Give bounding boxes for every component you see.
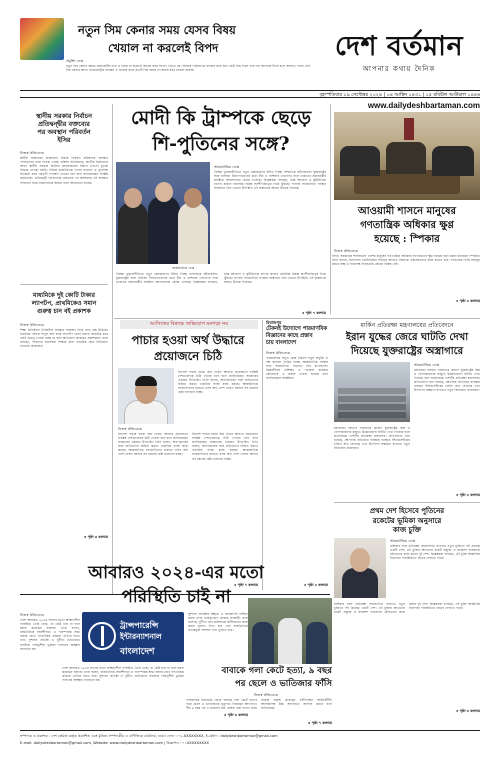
main-story bbox=[114, 104, 328, 319]
footer-line-2: E-mail: dailydeshbartaman@gmail.com, Website: www.dailydeshbartaman.com | বিজ্ঞাপন : ০১XXXXXXXXX bbox=[20, 741, 209, 745]
iran-more-link[interactable]: ৪ পৃষ্ঠা ৫ কলামে bbox=[456, 493, 480, 497]
main-headline-1[interactable]: মোদী কি ট্রাম্পকে ছেড়ে bbox=[130, 107, 312, 129]
teaser-sim-icon bbox=[20, 18, 64, 60]
verdict-more-link[interactable]: ৪ পৃষ্ঠা ৭ কলামে bbox=[308, 721, 332, 725]
iran-story bbox=[334, 320, 480, 500]
leader-left-figure bbox=[118, 202, 148, 264]
money-kicker-box bbox=[120, 320, 258, 329]
meeting-people-center bbox=[386, 142, 426, 174]
laptop-more-link[interactable]: ৪ পৃষ্ঠা ৩ কলামে bbox=[84, 535, 108, 539]
ti-side-body: সুশাসন প্রতিষ্ঠায় স্বচ্ছতা ও জবাবদিহি নিশ্চিত করার ওপর গুরুত্বারোপ করেছে সংস্থাটি। তারা বলেছে, দুর্নীতি দমন কমিশনকে স্বাধীনভাবে কাজ করার সুযোগ দিতে হবে এবং রাজনৈতিক প্রভাবমুক্ত প্রশাসন গড়ে তুলতে হবে। bbox=[188, 612, 248, 633]
advisor-photo[interactable] bbox=[118, 368, 174, 424]
website[interactable]: www.dailydeshbartaman.com bbox=[367, 101, 480, 110]
speaker-body: বিগত সরকারের শাসনামলে দেশের মানুষের গণতান্ত্রিক অধিকার ব্যাপকভাবে ক্ষুণ্ণ হয়েছে বলে মন্তব্য করেছেন স্পিকার। তিনি বলেন, জনগণের ভোটাধিকার ফিরিয়ে আনতে সকলকে ঐক্যবদ্ধভাবে কাজ করতে হবে। গণতন্ত্রের ভিত্তি মজবুত করতে স্বচ্ছ ও নিরপেক্ষ নির্বাচনের কোনো বিকল্প নেই। bbox=[332, 254, 480, 267]
main-photo-caption: আন্তর্জাতিক ডেস্ক bbox=[172, 266, 195, 270]
nuclear-kicker: রিয়াজপুর bbox=[266, 320, 282, 325]
putin-headline[interactable]: প্রথম দেশ হিসেবে পুতিনের রকেটের ভূমিকা অনুসারে কাজ চুক্তি bbox=[369, 506, 445, 534]
left-column-story bbox=[20, 112, 108, 282]
leaders-photo[interactable] bbox=[116, 162, 210, 264]
laptop-headline[interactable]: মাধ্যমিকে দুই কোটি টাকার ল্যাপটপ, প্রাথমিকেও সমান গুরুত্ব চান বই প্রকাশক bbox=[31, 292, 97, 315]
main-body-bottom: বৈশ্বিক ভূরাজনীতিতে নতুন মেরুকরণের ইঙ্গিত দিচ্ছে সাম্প্রতিক ঘটনাপ্রবাহ। যুক্তরাষ্ট্রের সঙ্গে বাণিজ্য টানাপোড়েনের মধ্যে চীন ও রাশিয়ার নেতাদের সঙ্গে ভারতের প্রধানমন্ত্রীর ঘনিষ্ঠতা আলোচনার কেন্দ্রে এসেছে। বিশ্লেষকরা বলছেন, শুল্ক আরোপ ও কূটনৈতিক চাপের কারণে নয়াদিল্লি বিকল্প অংশীদারিত্বের দিকে ঝুঁকছে। সাংহাই সহযোগিতা সংস্থার সম্মেলনে তিন নেতার উপস্থিতি এই জল্পনাকে আরও উসকে দিয়েছে। bbox=[116, 272, 326, 285]
meeting-photo[interactable] bbox=[334, 112, 480, 200]
speaker-headline-3[interactable]: হয়েছে : স্পিকার bbox=[374, 234, 440, 245]
teaser-body: নতুন সিম কেনার ক্ষেত্রে প্রয়োজনীয় তথ্য ও নিয়ম না জানলে অনেক সময় বিপদে পড়তে হয়। নিজের পরিচয়পত্র ব্যবহার করে অন্য কেউ সিম নিলে তার দায় আপনার উপর চলে আসতে পারে। তাই সিম কেনার আগে বায়োমেট্রিক নিবন্ধন ও নিজের নামে কতটি সিম আছে তা যাচাই করে নেওয়া জরুরি। bbox=[66, 64, 310, 73]
left-col-headline[interactable]: স্থানীয় সরকার নির্বাচন প্রতিদ্বন্দ্বীর বক্তব্যের পর অবস্থান পরিবর্তন ইসির bbox=[36, 112, 92, 144]
iran-kicker: মার্কিন প্রতিরক্ষা মন্ত্রণালয়ের প্রতিবেদনে bbox=[360, 322, 454, 329]
left-col-body: স্থানীয় সরকারের নির্বাচনের বিষয়ে নির্বাচন কমিশনের অবস্থান পরিবর্তনের খবর পাওয়া গেছে। কমিশন জানিয়েছে, জাতীয় নির্বাচনের আগে স্থানীয় সরকার নির্বাচন আয়োজনের বিষয়ে এখনো চূড়ান্ত সিদ্ধান্ত নেওয়া হয়নি। বিভিন্ন রাজনৈতিক দলের মতামত ও সুপারিশ বিবেচনা করে পরবর্তী পদক্ষেপ নেওয়া হবে বলে জানিয়েছেন সংশ্লিষ্ট কর্মকর্তারা। প্রতিদ্বন্দ্বী দলগুলোর বক্তব্যের পর কমিশনের এই অবস্থান পরিবর্তন নিয়ে রাজনৈতিক অঙ্গনে নানা আলোচনা চলছে। bbox=[20, 156, 108, 185]
missile-row-4 bbox=[338, 412, 406, 418]
bottom-body-left: দেশে আবারও ২০২৪ সালের মতো অস্থিতিশীল পরিস্থিতি তৈরি হোক, তা কেউ চায় না বলে মন্তব্য করেছেন বক্তারা। তারা বলেন, রাজনৈতিক সহনশীলতা ও পারস্পরিক শ্রদ্ধা বজায় রেখে গণতান্ত্রিক প্রক্রিয়া এগিয়ে নিতে হবে। সুশাসন প্রতিষ্ঠা ও দুর্নীতি প্রতিরোধে সবাইকে দায়িত্বশীল ভূমিকা পালনের আহ্বান জানানো হয়। bbox=[20, 618, 80, 651]
accused-figure bbox=[278, 618, 302, 664]
money-more-link[interactable]: ৪ পৃষ্ঠা ৭ কলামে bbox=[234, 583, 258, 587]
ti-emblem-stem bbox=[101, 626, 104, 646]
iran-body-right: মধ্যপ্রাচ্যে চলমান সংঘাতের কারণে যুক্তরাষ্ট্রের অস্ত্র ও গোলাবারুদের মজুতে উল্লেখযোগ্য ঘাটতি দেখা দিয়েছে বলে জানিয়েছে দেশটির প্রতিরক্ষা মন্ত্রণালয়। প্রতিবেদনে বলা হয়েছে, ক্ষেপণাস্ত্র প্রতিরোধ ব্যবস্থায় ব্যবহৃত ইন্টারসেপ্টরের চাহিদা দ্রুত বেড়েছে এবং উৎপাদন সক্ষমতা বাড়াতে নতুন বিনিয়োগ প্রয়োজন। bbox=[414, 368, 480, 393]
putin-body-bottom: রাশিয়ার সঙ্গে প্রতিরক্ষা সহযোগিতা বাড়াতে নতুন চুক্তিতে সই করেছে একটি দেশ। এই চুক্তির আওতায় রকেট প্রযুক্তি ও মহাকাশ গবেষণায় যৌথভাবে কাজ করবে দুই দেশ। বিশ্লেষকরা বলছেন, এই চুক্তি আঞ্চলিক নিরাপত্তা পরিস্থিতিতে প্রভাব ফেলতে পারে। bbox=[334, 602, 480, 615]
verdict-byline: নিজস্ব প্রতিবেদক bbox=[254, 693, 278, 697]
ti-line-2: ইন্টারন্যাশনাল bbox=[120, 632, 162, 641]
missile-row-2 bbox=[338, 396, 406, 402]
nuclear-byline: নিজস্ব প্রতিবেদক bbox=[266, 351, 290, 355]
leader-center-head bbox=[155, 182, 173, 202]
iran-body-left: মধ্যপ্রাচ্যে চলমান সংঘাতের কারণে যুক্তরাষ্ট্রের অস্ত্র ও গোলাবারুদের মজুতে উল্লেখযোগ্য ঘাটতি দেখা দিয়েছে বলে জানিয়েছে দেশটির প্রতিরক্ষা মন্ত্রণালয়। প্রতিবেদনে বলা হয়েছে, ক্ষেপণাস্ত্র প্রতিরোধ ব্যবস্থায় ব্যবহৃত ইন্টারসেপ্টরের চাহিদা দ্রুত বেড়েছে এবং উৎপাদন সক্ষমতা বাড়াতে নতুন বিনিয়োগ প্রয়োজন। bbox=[334, 426, 410, 451]
leader-right-figure bbox=[178, 202, 208, 264]
ti-line-1: ট্রান্সপারেন্সি bbox=[120, 621, 159, 630]
ti-logo[interactable] bbox=[82, 612, 184, 662]
bottom-headline-1[interactable]: আবারও ২০২৪-এর মতো bbox=[88, 563, 264, 583]
missile-photo[interactable] bbox=[334, 362, 410, 422]
money-byline: নিজস্ব প্রতিবেদক bbox=[118, 427, 142, 431]
nuclear-body: পারমাণবিক বিদ্যুৎ কেন্দ্র নির্মাণে নতুন প্রযুক্তি ও দক্ষ জনবল তৈরির লক্ষ্যে আন্তর্জাতিক সংস্থার সঙ্গে সহযোগিতা বাড়াতে চায় বাংলাদেশ। বিজ্ঞানীদের প্রশিক্ষণ ও গবেষণা কার্যক্রম জোরদারে এ প্রস্তাব দেওয়া হয়েছে বলে জানিয়েছেন সংশ্লিষ্টরা। bbox=[266, 356, 328, 381]
footer-line-1: সম্পাদক ও প্রকাশক : দেশ বর্তমান কর্তৃক প্রকাশিত এবং মুদ্রিত। সম্পাদকীয় ও বাণিজ্যিক কার্যালয়, ঢাকা। ফোন : ০২-XXXXXXXX, ই-মেইল : dailydeshbartaman@gmail.com bbox=[20, 734, 278, 738]
leader-right-head bbox=[184, 188, 202, 208]
ti-line-3: বাংলাদেশ bbox=[120, 647, 155, 657]
money-laundering-story bbox=[114, 320, 258, 590]
putin-story bbox=[334, 506, 480, 716]
main-more-link[interactable]: ৪ পৃষ্ঠা ৭ কলামে bbox=[302, 311, 326, 315]
speaker-headline-1[interactable]: আওয়ামী শাসনে মানুষের bbox=[357, 206, 457, 217]
main-headline-2[interactable]: শি-পুতিনের সঙ্গে? bbox=[152, 133, 290, 155]
money-kicker: আসিফের বিরুদ্ধে অভিযোগ মনগড়া নয় bbox=[149, 321, 229, 327]
teaser-headline-1[interactable]: নতুন সিম কেনার সময় যেসব বিষয় bbox=[78, 23, 236, 37]
court-photo[interactable] bbox=[248, 598, 332, 664]
top-teaser bbox=[20, 18, 310, 84]
nuclear-more-link[interactable]: ৪ পৃষ্ঠা ৫ কলামে bbox=[304, 583, 328, 587]
money-headline-2[interactable]: প্রয়োজনে চিঠি bbox=[153, 349, 223, 363]
police-figure-1 bbox=[252, 622, 274, 664]
speaker-byline: নিজস্ব প্রতিবেদক bbox=[334, 249, 358, 253]
verdict-headline-1[interactable]: বাবাকে গলা কেটে হত্যা, ৯ বছর bbox=[221, 666, 332, 676]
iran-headline-2[interactable]: দিয়েছে যুক্তরাষ্ট্রের অস্ত্রাগারে bbox=[350, 346, 464, 357]
nuclear-story bbox=[264, 320, 330, 590]
speaker-more-link[interactable]: ৪ পৃষ্ঠা ৫ কলামে bbox=[456, 299, 480, 303]
money-body-right: বিদেশে পাচার হওয়া অর্থ ফেরত আনতে প্রয়োজনে সংশ্লিষ্ট দেশগুলোকে চিঠি দেওয়া হবে বলে জানিয়েছেন সরকারের একজন উপদেষ্টা। তিনি বলেন, অর্থপাচারের সঙ্গে জড়িতদের চিহ্নিত করতে একাধিক সংস্থা কাজ করছে। আন্তর্জাতিক সহযোগিতার মাধ্যমে এসব অর্থ দেশে ফেরত আনার সব ধরনের চেষ্টা চালানো হচ্ছে। bbox=[192, 432, 258, 461]
putin-byline: আন্তর্জাতিক ডেস্ক bbox=[390, 539, 415, 543]
dateline-bar bbox=[20, 90, 480, 98]
verdict-headline-2[interactable]: পর ছেলে ও ভাতিজার ফাঁসি bbox=[234, 679, 332, 689]
laptop-byline: নিজস্ব প্রতিবেদক bbox=[20, 323, 44, 327]
advisor-hair bbox=[135, 376, 157, 386]
putin-more-link[interactable]: ৪ পৃষ্ঠা ৩ কলামে bbox=[456, 709, 480, 713]
nuclear-headline[interactable]: টেকনই উদ্যোগে পারমাণবিক বিজ্ঞানের কাছে প্রস্তাব চায় বাংলাদেশ bbox=[266, 326, 328, 346]
money-headline-1[interactable]: পাচার হওয়া অর্থ উদ্ধারে bbox=[131, 333, 245, 347]
putin-figure bbox=[342, 568, 378, 598]
main-body-right: বৈশ্বিক ভূরাজনীতিতে নতুন মেরুকরণের ইঙ্গিত দিচ্ছে সাম্প্রতিক ঘটনাপ্রবাহ। যুক্তরাষ্ট্রের সঙ্গে বাণিজ্য টানাপোড়েনের মধ্যে চীন ও রাশিয়ার নেতাদের সঙ্গে ভারতের প্রধানমন্ত্রীর ঘনিষ্ঠতা আলোচনার কেন্দ্রে এসেছে। বিশ্লেষকরা বলছেন, শুল্ক আরোপ ও কূটনৈতিক চাপের কারণে নয়াদিল্লি বিকল্প অংশীদারিত্বের দিকে ঝুঁকছে। সাংহাই সহযোগিতা সংস্থার সম্মেলনে তিন নেতার উপস্থিতি এই জল্পনাকে আরও উসকে দিয়েছে। bbox=[214, 170, 326, 191]
left-col-byline: নিজস্ব প্রতিবেদক bbox=[20, 151, 44, 155]
leader-center-figure bbox=[148, 196, 180, 264]
money-body-top: বিদেশে পাচার হওয়া অর্থ ফেরত আনতে প্রয়োজনে সংশ্লিষ্ট দেশগুলোকে চিঠি দেওয়া হবে বলে জানিয়েছেন সরকারের একজন উপদেষ্টা। তিনি বলেন, অর্থপাচারের সঙ্গে জড়িতদের চিহ্নিত করতে একাধিক সংস্থা কাজ করছে। আন্তর্জাতিক সহযোগিতার মাধ্যমে এসব অর্থ দেশে ফেরত আনার সব ধরনের চেষ্টা চালানো হচ্ছে। bbox=[178, 370, 258, 395]
verdict-body: পারিবারিক বিরোধের জেরে বাবাকে গলা কেটে হত্যার দায়ে ছেলে ও ভাতিজাকে মৃত্যুদণ্ড দিয়েছেন আদালত। দীর্ঘ ৯ বছর পর এ মামলার রায় ঘোষণা করা হলো। রায়ে সন্তোষ প্রকাশ করেছেন বাদীপক্ষের আইনজীবী। আসামিপক্ষ উচ্চ আদালতে আপিল করবে বলে জানিয়েছে। bbox=[186, 698, 332, 711]
bottom-more-link[interactable]: ৪ পৃষ্ঠা ৩ কলামে bbox=[224, 713, 248, 717]
main-byline: আন্তর্জাতিক ডেস্ক bbox=[214, 165, 239, 169]
teaser-headline-2[interactable]: খেয়াল না করলেই বিপদ bbox=[108, 41, 219, 55]
putin-photo[interactable] bbox=[334, 538, 386, 598]
dateline: বৃহস্পতিবার ১৯ সেপ্টেম্বর ২০২৪ | ০৪ আশ্বিন ১৪৩১ | ১৫ রবিউল আউয়াল ১৪৪৬ bbox=[319, 93, 480, 98]
meeting-people-left bbox=[340, 146, 380, 176]
bottom-headline-2[interactable]: পরিস্থিতি চাই না bbox=[121, 587, 231, 607]
laptop-story bbox=[20, 292, 108, 542]
money-body-left: বিদেশে পাচার হওয়া অর্থ ফেরত আনতে প্রয়োজনে সংশ্লিষ্ট দেশগুলোকে চিঠি দেওয়া হবে বলে জানিয়েছেন সরকারের একজন উপদেষ্টা। তিনি বলেন, অর্থপাচারের সঙ্গে জড়িতদের চিহ্নিত করতে একাধিক সংস্থা কাজ করছে। আন্তর্জাতিক সহযোগিতার মাধ্যমে এসব অর্থ দেশে ফেরত আনার সব ধরনের চেষ্টা চালানো হচ্ছে। bbox=[118, 432, 188, 457]
putin-body-right: রাশিয়ার সঙ্গে প্রতিরক্ষা সহযোগিতা বাড়াতে নতুন চুক্তিতে সই করেছে একটি দেশ। এই চুক্তির আওতায় রকেট প্রযুক্তি ও মহাকাশ গবেষণায় যৌথভাবে কাজ করবে দুই দেশ। বিশ্লেষকরা বলছেন, এই চুক্তি আঞ্চলিক নিরাপত্তা পরিস্থিতিতে প্রভাব ফেলতে পারে। bbox=[390, 544, 480, 561]
teaser-byline: প্রযুক্তি ডেস্ক bbox=[66, 59, 84, 63]
putin-head bbox=[350, 548, 370, 572]
meeting-flags bbox=[404, 118, 414, 140]
logo-tagline: আপনার কথায় দৈনিক bbox=[362, 65, 436, 73]
speaker-headline-2[interactable]: গণতান্ত্রিক অধিকার ক্ষুণ্ণ bbox=[360, 220, 454, 231]
missile-row-3 bbox=[338, 404, 406, 410]
police-figure-2 bbox=[306, 622, 328, 664]
bottom-byline: নিজস্ব প্রতিবেদক bbox=[20, 613, 44, 617]
meeting-people-right bbox=[432, 146, 474, 176]
leader-left-head bbox=[124, 188, 142, 208]
logo-title: দেশ বর্তমান bbox=[334, 31, 464, 62]
logo[interactable] bbox=[318, 26, 480, 78]
missile-row-1 bbox=[338, 388, 406, 394]
iran-headline-1[interactable]: ইরান যুদ্ধের জেরে ঘাটতি দেখা bbox=[345, 332, 469, 343]
iran-byline: আন্তর্জাতিক ডেস্ক bbox=[414, 363, 439, 367]
ti-body-below: দেশে আবারও ২০২৪ সালের মতো অস্থিতিশীল পরিস্থিতি তৈরি হোক, তা কেউ চায় না বলে মন্তব্য করেছেন বক্তারা। তারা বলেন, রাজনৈতিক সহনশীলতা ও পারস্পরিক শ্রদ্ধা বজায় রেখে গণতান্ত্রিক প্রক্রিয়া এগিয়ে নিতে হবে। সুশাসন প্রতিষ্ঠা ও দুর্নীতি প্রতিরোধে সবাইকে দায়িত্বশীল ভূমিকা পালনের আহ্বান জানানো হয়। bbox=[62, 666, 184, 683]
masthead bbox=[0, 0, 500, 120]
laptop-body: শিক্ষা প্রতিষ্ঠানে ডিজিটাল সরঞ্জাম সরবরাহ নিয়ে নানা প্রশ্ন উঠেছে। মাধ্যমিক পর্যায়ে বিপুল অর্থ ব্যয়ে ল্যাপটপ কেনা হলেও প্রাথমিক স্তরে একই গুরুত্ব দেওয়া হচ্ছে না বলে অভিযোগ করেছেন প্রকাশকরা। তারা বলছেন, শিশুদের মানসম্মত শিক্ষার জন্য প্রাথমিক স্তরে বিনিয়োগ বাড়ানো প্রয়োজন। bbox=[20, 328, 108, 349]
